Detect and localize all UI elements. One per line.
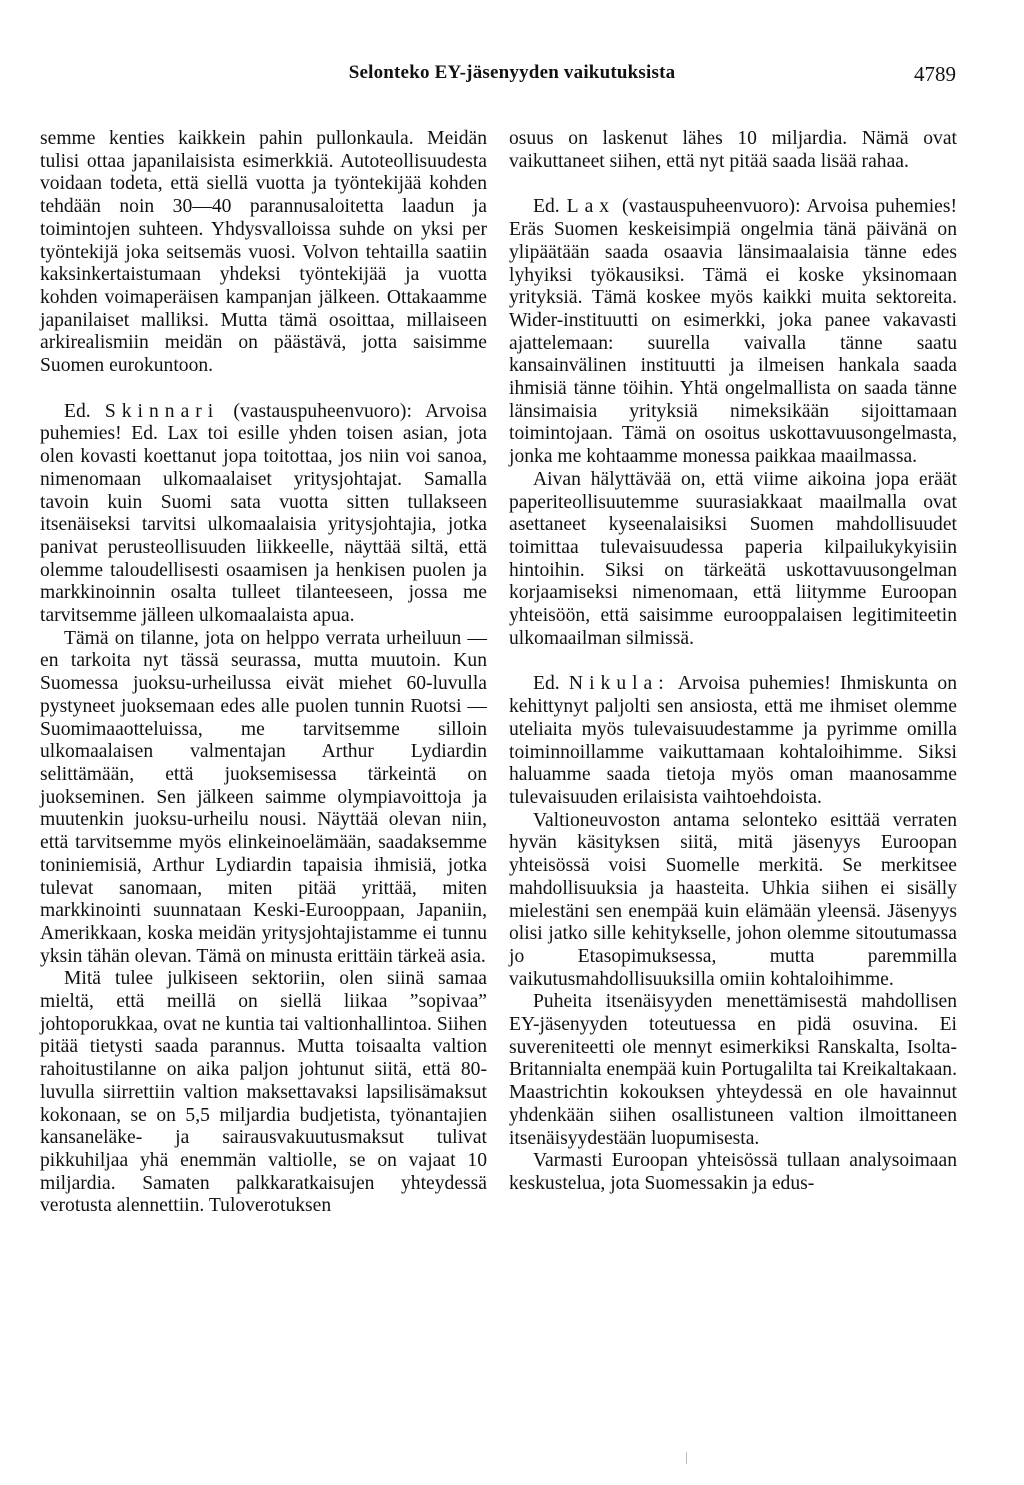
left-column <box>40 128 487 1218</box>
paragraph: Mitä tulee julkiseen sektoriin, olen siinä samaa mieltä, että meillä on siellä liikaa ”sopivaa” johtoporukkaa, ovat ne kuntia tai valtionhallintoa. Siihen pitää tietysti saada parannus. Mutta toisaalta valtion rahoitustilanne on aika paljon johtunut siitä, että 80-luvulla siirrettiin valtion maksettavaksi lapsilisämaksut kokonaan, se on 5,5 miljardia budjetista, työnantajien kansaneläke- ja sairausvakuutusmaksut tulivat pikkuhiljaa yhä enemmän valtiolle, se on vajaat 10 miljardia. Samaten palkkaratkaisujen yhteydessä verotusta alennettiin. Tuloverotuksen <box>40 968 487 1217</box>
scan-mark <box>686 1452 687 1464</box>
speaker-prefix: Ed. <box>533 673 569 695</box>
speaker-prefix: Ed. <box>533 196 567 218</box>
paragraph: Puheita itsenäisyyden menettämisestä mahdollisen EY-jäsenyyden toteutuessa en pidä osuvina. Ei suvereniteetti ole mennyt esimerkiksi Ranskalta, Isolta-Britannialta enempää kuin Portugalilta tai Kreikaltakaan. Maastrichtin kokouksen yhteydessä en ole havainnut yhdenkään siihen osallistuneen valtion ilmoittaneen itsenäisyydestään luopumisesta. <box>509 991 957 1149</box>
speech-lax <box>509 196 957 468</box>
speech-text: (vastauspuheenvuoro): Arvoisa puhemies! Ed. Lax toi esille yhden toisen asian, jota olen kovasti koettanut jopa toitottaa, jos niin voi sanoa, nimenomaan ulkomaalaiset yritysjohtajat. Samalla tavoin kuin Suomi sata vuotta sitten tullakseen itsenäiseksi tarvitsi ulkomaalaisia yritysjohtajia, jotka panivat perusteollisuuden liikkeelle, näyttää siltä, että olemme taloudellisesti osaamisen ja henkisen puolen ja markkinoinnin osalta tulleet tilanteeseen, jossa me tarvitsemme jälleen ulkomaalaista apua. <box>40 400 488 627</box>
speech-text: Arvoisa puhemies! Ihmiskunta on kehittynyt paljolti sen ansiosta, että me ihmiset olemme uteliaita myös tulevaisuudestamme ja pyrimme omilla toiminnoillamme vaikuttamaan kohtaloihimme. Siksi haluamme saada tietoja myös oman maanosamme tulevaisuuden erilaisista vaihtoehdoista. <box>509 673 958 808</box>
speaker-prefix: Ed. <box>64 400 105 422</box>
running-header-title: Selonteko EY-jäsenyyden vaikutuksista <box>348 62 676 83</box>
paragraph: semme kenties kaikkein pahin pullonkaula. Meidän tulisi ottaa japanilaisista esimerkkiä. Autoteollisuudesta voidaan todeta, että siellä vuotta ja työntekijää kohden tehdään noin 30—40 parannusaloitetta laadun ja toimintojen suhteen. Yhdysvalloissa suhde on yksi per työntekijä joka seitsemäs vuosi. Volvon tehtailla saatiin kaksinkertaistumaan yhdeksi työntekijää ja vuotta kohden voimaperäisen kampanjan jälkeen. Ottakaamme japanilaiset malliksi. Mutta tämä osoittaa, millaiseen arkirealismiin meidän on päästävä, jotta saisimme Suomen eurokuntoon. <box>40 128 487 377</box>
right-column <box>509 128 957 1196</box>
page-number: 4789 <box>914 62 956 86</box>
speech-skinnari <box>40 401 487 628</box>
speech-nikula <box>509 673 957 809</box>
paragraph: Aivan hälyttävää on, että viime aikoina jopa eräät paperiteollisuutemme suurasiakkaat maailmalla ovat asettaneet kyseenalaisiksi Suomen mahdollisuudet toimittaa tulevaisuudessa paperia kilpailukykyisiin hintoihin. Siksi on tärkeätä uskottavuusongelman korjaamiseksi nimenomaan, että liitymme Euroopan yhteisöön, että saisimme eurooppalaisen legitimiteetin ulkomaailman silmissä. <box>509 468 957 649</box>
paragraph: Tämä on tilanne, jota on helppo verrata urheiluun — en tarkoita nyt tässä seurassa, mutta muutoin. Kun Suomessa juoksu-urheilussa eivät miehet 60-luvulla pystyneet juoksemaan edes alle puolen tunnin Ruotsi — Suomimaaotteluissa, me tarvitsemme silloin ulkomaalaisen valmentajan Arthur Lydiardin selittämään, että juoksemisessa tärkeintä on juokseminen. Sen jälkeen saimme olympiavoittoja ja muutenkin juoksu-urheilu nousi. Näyttää olevan niin, että tarvitsemme myös elinkeinoelämään, saadaksemme toniniemisiä, Arthur Lydiardin tapaisia ihmisiä, jotka tulevat sanomaan, miten pitää yrittää, miten markkinointi suunnataan Keski-Eurooppaan, Japaniin, Amerikkaan, koska meidän yritysjohtajistamme ei tunnu yksin tähän olevan. Tämä on minusta erittäin tärkeä asia. <box>40 627 487 967</box>
speaker-name: Lax <box>566 196 616 218</box>
speech-text: (vastauspuheenvuoro): Arvoisa puhemies! Eräs Suomen keskeisimpiä ongelmia tänä päivänä on ylipäätään saada osaavia länsimaalaisia tänne edes lyhyiksi työkausiksi. Tämä ei koske yksinomaan yrityksiä. Tämä koskee myös kaikki muita sektoreita. Wider-instituutti on esimerkki, joka panee vakavasti ajattelemaan: suurella vaivalla tänne saatu kansainvälinen instituutti ja ilmeisen hankala saada ihmisiä tänne töihin. Yhtä ongelmallista on saada tänne länsimaisia yrityksiä nimeksikään sijoittamaan toimintojaan. Tämä on osoitus uskottavuusongelmasta, jonka me kohtaamme monessa paikkaa maailmassa. <box>509 196 958 468</box>
paragraph: osuus on laskenut lähes 10 miljardia. Nämä ovat vaikuttaneet siihen, että nyt pitää saada lisää rahaa. <box>509 128 957 172</box>
speaker-name: Nikula: <box>568 673 670 695</box>
paragraph: Varmasti Euroopan yhteisössä tullaan analysoimaan keskustelua, jota Suomessakin ja edus- <box>509 1150 957 1194</box>
paragraph: Valtioneuvoston antama selonteko esittää verraten hyvän käsityksen siitä, mitä jäsenyys Euroopan yhteisössä voisi Suomelle merkitä. Se merkitsee mahdollisuuksia ja haasteita. Uhkia siihen ei sisälly mielestäni sen enempää kuin elämään yleensä. Jäsenyys olisi jatko sille kehitykselle, johon olemme sitoutumassa jo Etasopimuksessa, mutta paremmilla vaikutusmahdollisuuksilla omiin kohtaloihimme. <box>509 809 957 990</box>
speaker-name: Skinnari <box>104 400 220 422</box>
